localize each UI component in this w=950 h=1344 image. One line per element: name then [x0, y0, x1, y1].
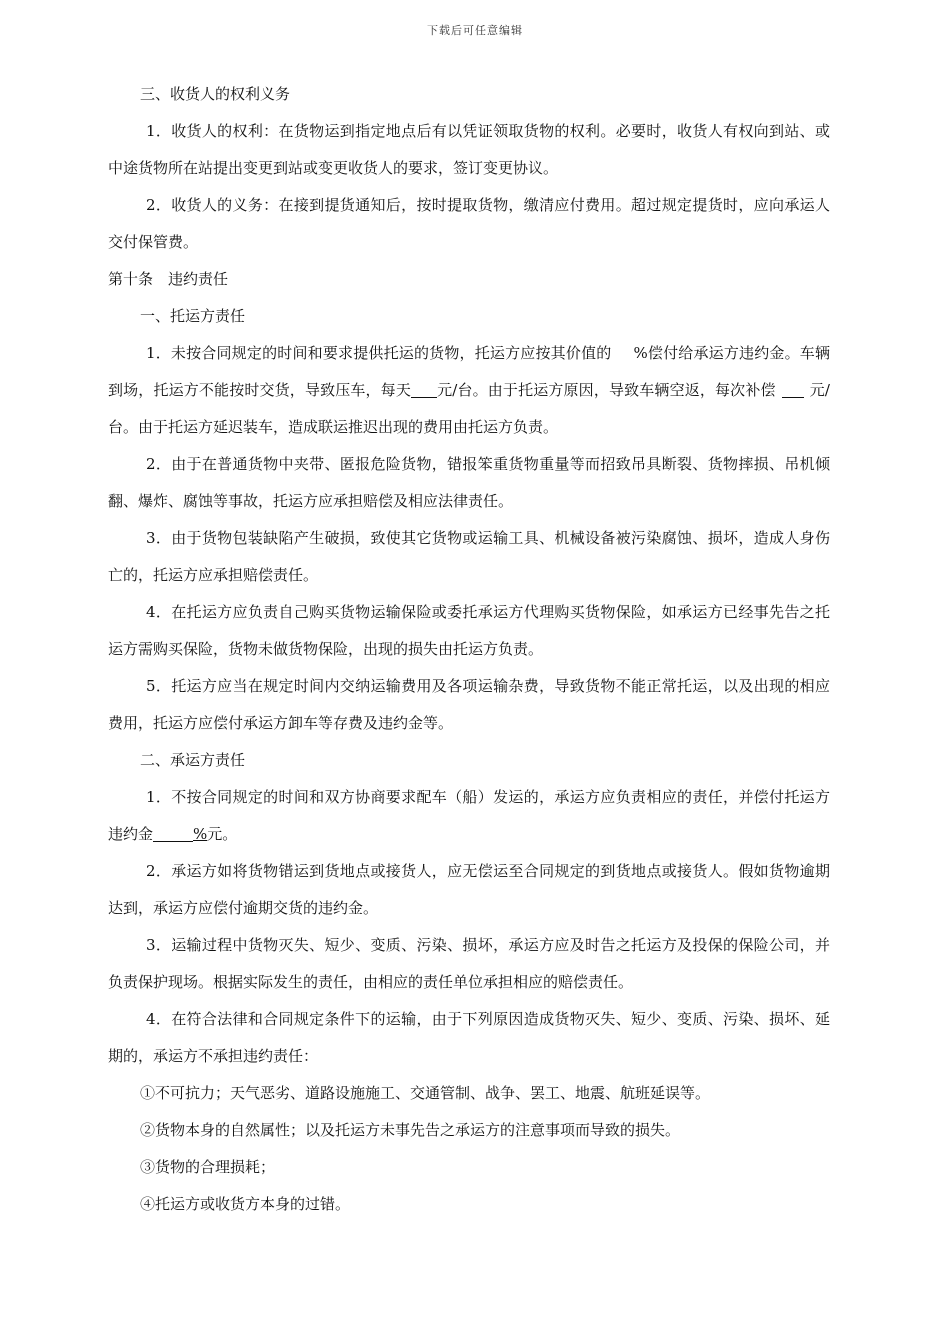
clause-shipper-5: 5．托运方应当在规定时间内交纳运输费用及各项运输杂费，导致货物不能正常托运，以及出现的相应费用，托运方应偿付承运方卸车等存费及违约金等。 — [108, 677, 830, 732]
exemption-item-3: ③货物的合理损耗； — [140, 1158, 276, 1176]
blank-field — [411, 379, 437, 398]
clause-carrier-1 — [108, 779, 830, 853]
clause-consignee-rights: 1．收货人的权利：在货物运到指定地点后有以凭证领取货物的权利。必要时，收货人有权向到站、或中途货物所在站提出变更到站或变更收货人的要求，签订变更协议。 — [108, 122, 830, 177]
clause-shipper-2: 2．由于在普通货物中夹带、匿报危险货物，错报笨重货物重量等而招致吊具断裂、货物摔损、吊机倾翻、爆炸、腐蚀等事故，托运方应承担赔偿及相应法律责任。 — [108, 455, 830, 510]
percent-sign: % — [193, 825, 208, 843]
page-header: 下载后可任意编辑 — [427, 24, 523, 37]
clause-text: %偿付给承运方违约金。车辆到场，托运方不能按时交货，导致压车，每天 — [108, 344, 830, 399]
blank-field — [782, 379, 804, 398]
exemption-item-2: ②货物本身的自然属性；以及托运方未事先告之承运方的注意事项而导致的损失。 — [140, 1121, 681, 1139]
section-heading-shipper-liability: 一、托运方责任 — [140, 307, 246, 325]
blank-field — [153, 823, 193, 842]
clause-text: 元/台。由于托运方延迟装车，造成联运推迟出现的费用由托运方负责。 — [108, 381, 830, 436]
section-heading-consignee: 三、收货人的权利义务 — [140, 85, 291, 103]
exemption-item-4: ④托运方或收货方本身的过错。 — [140, 1195, 351, 1213]
blank-field — [611, 343, 633, 361]
document-body — [108, 76, 830, 1223]
clause-shipper-3: 3．由于货物包装缺陷产生破损，致使其它货物或运输工具、机械设备被污染腐蚀、损坏，造成人身伤亡的，托运方应承担赔偿责任。 — [108, 529, 830, 584]
exemption-item-1: ①不可抗力；天气恶劣、道路设施施工、交通管制、战争、罢工、地震、航班延误等。 — [140, 1084, 711, 1102]
clause-text: 元/台。由于托运方原因，导致车辆空返，每次补偿 — [436, 381, 776, 399]
clause-text: 元。 — [207, 825, 238, 843]
clause-text: 1．未按合同规定的时间和要求提供托运的货物，托运方应按其价值的 — [146, 344, 612, 362]
article-heading-liability: 第十条 违约责任 — [108, 270, 229, 288]
section-heading-carrier-liability: 二、承运方责任 — [140, 751, 246, 769]
clause-shipper-1 — [108, 335, 830, 446]
clause-carrier-4: 4．在符合法律和合同规定条件下的运输，由于下列原因造成货物灭失、短少、变质、污染、损坏、延期的，承运方不承担违约责任： — [108, 1010, 830, 1065]
clause-shipper-4: 4．在托运方应负责自己购买货物运输保险或委托承运方代理购买货物保险，如承运方已经事先告之托运方需购买保险，货物未做货物保险，出现的损失由托运方负责。 — [108, 603, 830, 658]
clause-carrier-2: 2．承运方如将货物错运到货地点或接货人，应无偿运至合同规定的到货地点或接货人。假如货物逾期达到，承运方应偿付逾期交货的违约金。 — [108, 862, 830, 917]
clause-carrier-3: 3．运输过程中货物灭失、短少、变质、污染、损坏，承运方应及时告之托运方及投保的保险公司，并负责保护现场。根据实际发生的责任，由相应的责任单位承担相应的赔偿责任。 — [108, 936, 830, 991]
clause-text: 1．不按合同规定的时间和双方协商要求配车（船）发运的，承运方应负责相应的责任，并偿付托运方违约金 — [108, 788, 830, 843]
clause-consignee-duties: 2．收货人的义务：在接到提货通知后，按时提取货物，缴清应付费用。超过规定提货时，应向承运人交付保管费。 — [108, 196, 830, 251]
